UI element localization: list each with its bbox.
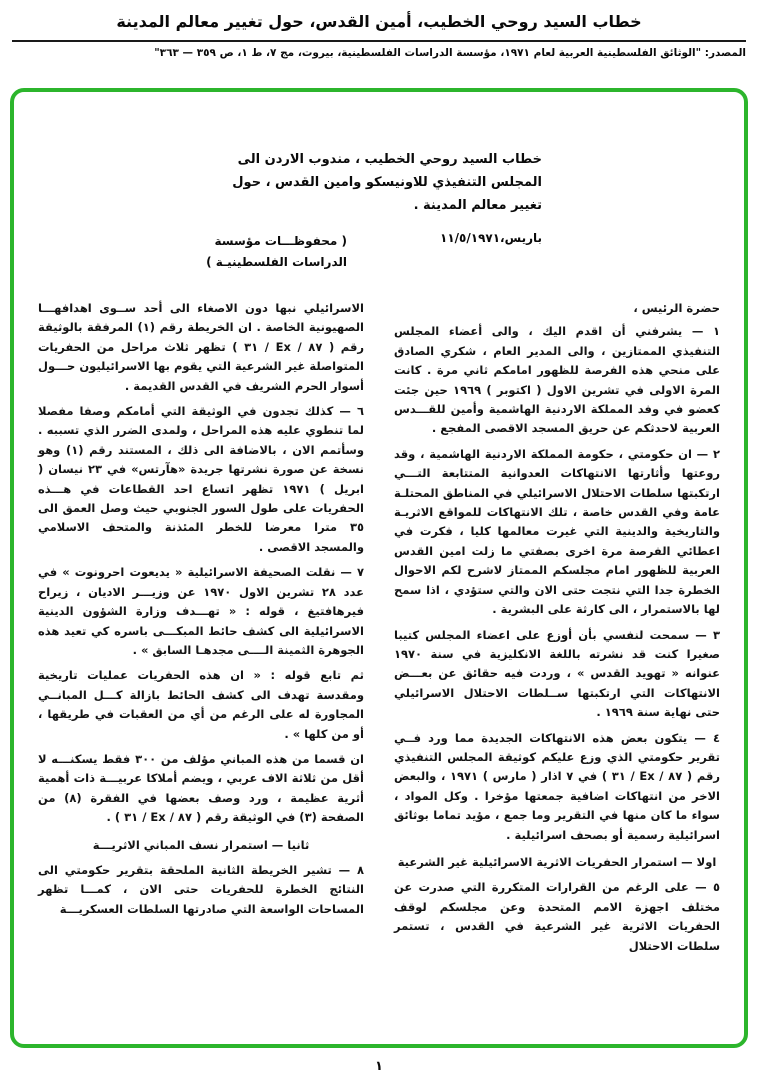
dateline: باريس،١١/٥/١٩٧١	[440, 231, 542, 245]
column-left	[38, 299, 364, 925]
paragraph-7-note: ان قسما من هذه المباني مؤلف من ٣٠٠ فقط يسكنـــه لا أقل من ثلاثة الاف عربي ، ويضم أملاكا عربيـــة ذات أهمية أثرية عظيمة ، ورد وصف بعضها في الفقرة (٨) من الصفحة (٣) في الوثيقة رقم ( ٨٧ / Ex / ٣١ ) .	[38, 751, 364, 825]
page-header	[0, 0, 758, 59]
paragraph-6: ٦ — كذلك تجدون في الوثيقة التي أمامكم وصفا مفصلا لما تنطوي عليه هذه المراحل ، ولمدى الضرر الذي تسببه . وسأتمم الان ، بالاضافة الى ذلك ، المستند رقم (١) وهو نسخة عن صورة نشرتها جريدة «هآرتس» في ٢٣ نيسان ( ابريل ) ١٩٧١ تظهر اتساع احد القطاعات في هـــذه الحفريات على طول السور الجنوبي حيث وصل العمق الى ٣٥ مترا معرضا للخطر المئذنة والمتحف الاسلامي والمسجد الاقصى .	[38, 404, 364, 554]
paragraph-7-quote: ثم تابع قوله : « ان هذه الحفريات عمليات تاريخية ومقدسة تهدف الى كشف الحائط بازالة كـــل المبانــي المجاورة له على الرغم من أي من العقبات في طريقها ، أو من كلها » .	[38, 668, 364, 741]
paragraph-5: ٥ — على الرغم من القرارات المتكررة التي صدرت عن مختلف اجهزة الامم المتحدة وعن مجلسكم لوقف الحفريات الاثرية غير الشرعية في القدس ، تستمر سلطات الاحتلال	[394, 880, 720, 953]
salutation: حضرة الرئيس ،	[633, 301, 720, 315]
paragraph-1: ١ — يشرفني أن اقدم اليك ، والى أعضاء المجلس التنفيذي الممتازين ، والى المدير العام ، شكري الصادق على منحي هذه الفرصة للظهور امامكم ثاني مرة . كانت المرة الاولى في تشرين الاول ( اكتوبر ) ١٩٦٩ حين جئت كعضو في وفد المملكة الاردنية الهاشمية وأمين للقـــدس العربية لاحدثكم عن حريق المسجد الاقصى المفجع .	[394, 324, 721, 436]
paragraph-8: ٨ — تشير الخريطة الثانية الملحقة بتقرير حكومتي الى النتائج الخطرة للحفريات حتى الان ، كمـــا تظهر المساحات الواسعة التي صادرتها السلطات العسكريـــة	[38, 862, 364, 916]
header-divider	[12, 40, 746, 42]
section-heading-first: اولا — استمرار الحفريات الاثرية الاسرائيلية غير الشرعية	[397, 854, 717, 869]
paragraph-7: ٧ — نقلت الصحيفة الاسرائيلية « يديعوت احرونوت » في عدد ٢٨ تشرين الاول ١٩٧٠ عن وزيـــر الاديان ، زيراح فيرهافتيغ ، قوله : « تهـــدف وزارة الشؤون الدينية الاسرائيلية الى كشف حائط المبكـــى باسره كي تعيد هذه الجوهرة الثمينة الــــى مجدهـا السابق » .	[38, 565, 364, 657]
source-line: المصدر: "الوثائق الفلسطينية العربية لعام ١٩٧١، مؤسسة الدراسات الفلسطينية، بيروت، مج ٧، ط ١، ص ٣٥٩ — ٣٦٣"	[154, 47, 746, 59]
page-number: ١	[375, 1059, 383, 1074]
archive-note: ( محفوظـــات مؤسسة الدراسات الفلسطينيـة )	[206, 234, 347, 269]
paragraph-2: ٢ — ان حكومتي ، حكومة المملكة الاردنية الهاشمية ، وقد روعتها وأثارتها الانتهاكات العدوانية المتتابعة التـــي ارتكبتها سلطات الاحتلال الاسرائيلي في المناطق المحتلـة عامة وفي القدس خاصة ، تلك الانتهاكات للمواقع الاثريـة والتاريخية والدينية التي غيرت معالمها كليا ، فكرت في اعطائي الفرصة مرة اخرى بصفتي ما زلت امين القدس العربية للظهور امام مجلسكم الممتاز لاشرح لكم الاحوال الخطرة جدا التي نتجت حتى الان والتي ستؤدي ، اذا سمح لها بالاستمرار ، الى كارثة على البشرية .	[394, 446, 720, 617]
paragraph-5-continued: الاسرائيلي نبها دون الاصغاء الى أحد ســوى اهدافهـــا الصهيونية الخاصة . ان الخريطة رقم (١) المرفقة بالوثيقة رقم ( ٨٧ / Ex / ٣١ ) تظهر ثلاث مراحل من الحفريات المتواصلة غير الشرعية التي يقوم بها الاسرائيليون حـــول أسوار الحرم الشريف في القدس القديمة .	[38, 301, 364, 393]
paragraph-4: ٤ — يتكون بعض هذه الانتهاكات الجديدة مما ورد فــي تقرير حكومتي الذي وزع عليكم كوثيقة المجلس التنفيذي رقم ( ٨٧ / Ex / ٣١ ) في ٧ اذار ( مارس ) ١٩٧١ ، والبعض الاخر من انتهاكات اضافية جمعتها مؤخرا . وكل المواد ، سواء ما كان منها في التقرير وما جمع ، مؤيد تماما بوثائق اسرائيلية رسمية أو بصحف اسرائيلية .	[394, 730, 720, 842]
document-frame	[10, 88, 748, 1048]
paragraph-3: ٣ — سمحت لنفسي بأن أوزع على اعضاء المجلس كتيبا صغيرا كنت قد نشرته باللغة الانكليزية في سنة ١٩٧٠ عنوانه « تهويد القدس » ، وردت فيه حقائق عن بعـــض الانتهاكات التي ارتكبتها ســلطات الاحتلال الاسرائيلي حتى نهاية سنة ١٩٦٩ .	[394, 627, 720, 720]
section-heading-second: ثانيا — استمرار نسف المباني الاثريـــة	[92, 837, 310, 852]
page-title: خطاب السيد روحي الخطيب، أمين القدس، حول تغيير معالم المدينة	[116, 12, 642, 31]
column-right	[394, 299, 720, 962]
text-columns	[38, 299, 720, 962]
document-title: خطاب السيد روحي الخطيب ، مندوب الاردن الى المجلس التنفيذي للاونيسكو وامين القدس ، حول تغيير معالم المدينة .	[232, 152, 542, 213]
document-meta	[197, 231, 542, 273]
